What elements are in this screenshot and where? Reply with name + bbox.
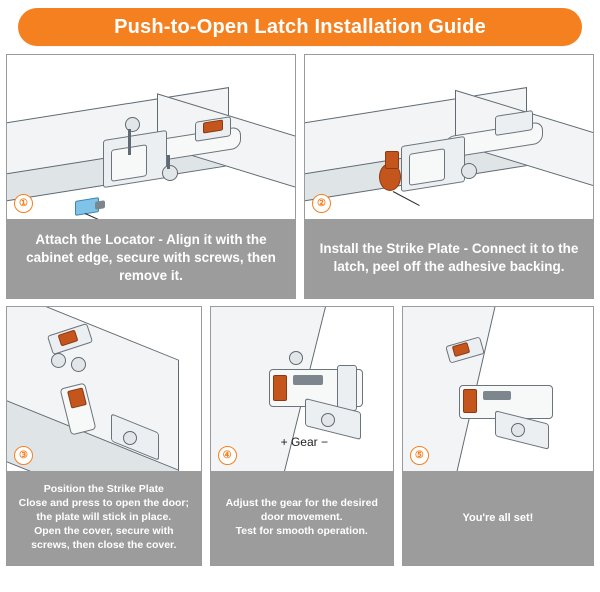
step-3-caption bbox=[7, 471, 201, 565]
latch-housing-2 bbox=[409, 148, 445, 186]
step-3-caption-line-1: Position the Strike Plate bbox=[43, 482, 164, 495]
step-3-caption-line-4: Open the cover, secure with bbox=[34, 524, 174, 537]
step-1-panel bbox=[6, 54, 296, 299]
step-4-illustration bbox=[211, 307, 393, 471]
screw-head-8 bbox=[321, 413, 335, 427]
screw-head-5 bbox=[71, 357, 86, 372]
step-1-caption: Attach the Locator - Align it with the cabinet edge, secure with screws, then remove it. bbox=[7, 219, 295, 298]
step-4-number: ④ bbox=[218, 446, 237, 465]
locator-tip bbox=[95, 200, 105, 210]
step-3-caption-line-2: Close and press to open the door; bbox=[18, 496, 189, 509]
screw-head-7 bbox=[289, 351, 303, 365]
title-bar bbox=[0, 0, 600, 52]
screw-head-3 bbox=[461, 163, 477, 179]
latch-orange-5 bbox=[463, 389, 477, 413]
step-3-caption-line-3: the plate will stick in place. bbox=[36, 510, 172, 523]
screw-head-9 bbox=[511, 423, 525, 437]
step-3-number: ③ bbox=[14, 446, 33, 465]
tape-backing bbox=[385, 151, 399, 169]
gear-adjuster bbox=[337, 365, 357, 411]
step-4-caption-line-1: Adjust the gear for the desired bbox=[225, 496, 378, 509]
screw-head-4 bbox=[51, 353, 66, 368]
step-2-panel bbox=[304, 54, 594, 299]
step-2-illustration bbox=[305, 55, 593, 219]
step-1-illustration bbox=[7, 55, 295, 219]
locator-leader-line bbox=[85, 213, 111, 219]
latch-orange-4 bbox=[273, 375, 287, 401]
step-1-number: ① bbox=[14, 194, 33, 213]
step-3-caption-line-5: screws, then close the cover. bbox=[31, 538, 177, 551]
step-2-caption: Install the Strike Plate - Connect it to the latch, peel off the adhesive backing. bbox=[305, 219, 593, 298]
step-2-number: ② bbox=[312, 194, 331, 213]
step-3-illustration bbox=[7, 307, 201, 471]
gear-label: + Gear − bbox=[280, 435, 328, 449]
step-4-caption bbox=[211, 471, 393, 565]
latch-label-strip-5 bbox=[483, 391, 511, 400]
step-4-caption-line-2: door movement. bbox=[260, 510, 343, 523]
step-5-caption: You're all set! bbox=[403, 471, 593, 565]
steps-row-2 bbox=[0, 306, 600, 566]
step-4-caption-line-3: Test for smooth operation. bbox=[235, 524, 368, 537]
latch-label-strip-4 bbox=[293, 375, 323, 385]
tape-leader-line bbox=[393, 191, 420, 206]
screw-head-2 bbox=[162, 165, 178, 181]
step-5-panel bbox=[402, 306, 594, 566]
screw-head-6 bbox=[123, 431, 137, 445]
step-5-illustration bbox=[403, 307, 593, 471]
step-3-panel bbox=[6, 306, 202, 566]
title-pill bbox=[18, 8, 582, 46]
screw-shaft-1 bbox=[128, 129, 131, 155]
step-5-number: ⑤ bbox=[410, 446, 429, 465]
step-4-panel bbox=[210, 306, 394, 566]
screw-shaft-2 bbox=[167, 155, 170, 169]
page-title: Push-to-Open Latch Installation Guide bbox=[114, 15, 486, 38]
steps-row-1 bbox=[0, 54, 600, 299]
